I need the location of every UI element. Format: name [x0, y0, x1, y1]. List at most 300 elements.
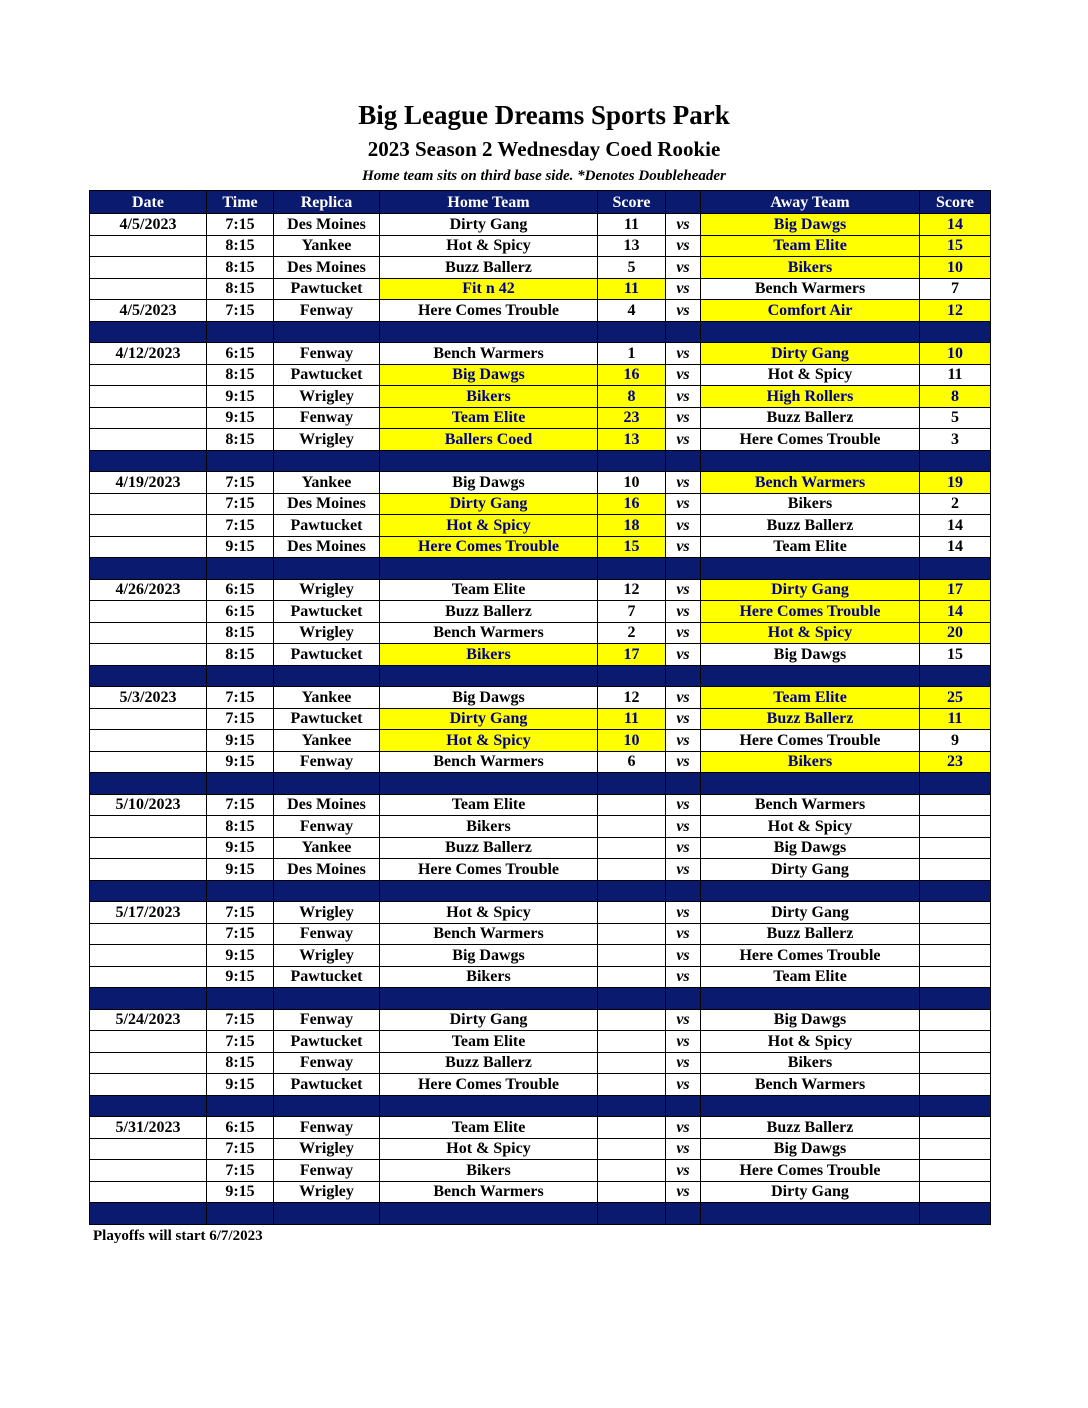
home-score-cell [598, 1074, 666, 1096]
home-score-cell: 13 [598, 429, 666, 451]
home-score-cell: 16 [598, 364, 666, 386]
replica-cell: Des Moines [274, 214, 380, 236]
time-cell: 9:15 [207, 966, 274, 988]
away-team-cell: Hot & Spicy [701, 364, 920, 386]
separator-cell [207, 1095, 274, 1117]
separator-cell [666, 1095, 701, 1117]
replica-cell: Fenway [274, 300, 380, 322]
game-row [90, 1117, 991, 1139]
time-cell: 7:15 [207, 923, 274, 945]
separator-cell [90, 558, 207, 580]
home-score-cell: 5 [598, 257, 666, 279]
away-team-cell: Bench Warmers [701, 472, 920, 494]
home-score-cell: 13 [598, 235, 666, 257]
separator-cell [90, 1203, 207, 1225]
away-team-cell: Team Elite [701, 966, 920, 988]
away-team-cell: Bench Warmers [701, 1074, 920, 1096]
home-score-cell: 16 [598, 493, 666, 515]
away-team-cell: Buzz Ballerz [701, 407, 920, 429]
away-score-cell [920, 902, 991, 924]
away-team-cell: Bikers [701, 751, 920, 773]
vs-cell: vs [666, 923, 701, 945]
away-team-cell: Here Comes Trouble [701, 730, 920, 752]
home-team-cell: Bikers [380, 386, 598, 408]
away-team-cell: Dirty Gang [701, 1181, 920, 1203]
game-row [90, 472, 991, 494]
date-cell [90, 923, 207, 945]
time-cell: 7:15 [207, 214, 274, 236]
separator-cell [90, 665, 207, 687]
away-team-cell: Bikers [701, 493, 920, 515]
separator-cell [920, 558, 991, 580]
separator-cell [920, 880, 991, 902]
away-score-cell: 19 [920, 472, 991, 494]
replica-cell: Pawtucket [274, 601, 380, 623]
time-cell: 9:15 [207, 751, 274, 773]
time-cell: 9:15 [207, 536, 274, 558]
away-score-cell [920, 1181, 991, 1203]
separator-cell [701, 1095, 920, 1117]
away-team-cell: Dirty Gang [701, 343, 920, 365]
time-cell: 7:15 [207, 794, 274, 816]
separator-cell [274, 665, 380, 687]
home-team-cell: Buzz Ballerz [380, 1052, 598, 1074]
game-row [90, 859, 991, 881]
schedule-table [89, 190, 991, 1225]
game-row [90, 386, 991, 408]
replica-cell: Fenway [274, 1052, 380, 1074]
home-team-cell: Bikers [380, 644, 598, 666]
home-team-cell: Dirty Gang [380, 493, 598, 515]
time-cell: 6:15 [207, 601, 274, 623]
away-score-cell: 12 [920, 300, 991, 322]
away-team-cell: Dirty Gang [701, 902, 920, 924]
date-cell: 4/5/2023 [90, 300, 207, 322]
replica-cell: Yankee [274, 730, 380, 752]
vs-cell: vs [666, 966, 701, 988]
date-cell [90, 1181, 207, 1203]
home-score-cell: 11 [598, 708, 666, 730]
away-team-cell: High Rollers [701, 386, 920, 408]
away-team-cell: Here Comes Trouble [701, 429, 920, 451]
away-score-cell: 7 [920, 278, 991, 300]
home-score-cell: 15 [598, 536, 666, 558]
time-cell: 6:15 [207, 343, 274, 365]
game-row [90, 687, 991, 709]
home-score-cell: 17 [598, 644, 666, 666]
vs-cell: vs [666, 343, 701, 365]
separator-cell [598, 1203, 666, 1225]
home-score-cell [598, 945, 666, 967]
home-team-cell: Hot & Spicy [380, 1138, 598, 1160]
home-team-cell: Fit n 42 [380, 278, 598, 300]
separator-cell [90, 880, 207, 902]
replica-cell: Fenway [274, 923, 380, 945]
vs-cell: vs [666, 407, 701, 429]
away-team-cell: Here Comes Trouble [701, 945, 920, 967]
game-row [90, 235, 991, 257]
home-team-cell: Bench Warmers [380, 751, 598, 773]
separator-cell [90, 321, 207, 343]
away-score-cell: 23 [920, 751, 991, 773]
separator-cell [666, 1203, 701, 1225]
separator-row [90, 773, 991, 795]
vs-cell: vs [666, 902, 701, 924]
time-cell: 6:15 [207, 579, 274, 601]
replica-cell: Yankee [274, 837, 380, 859]
game-row [90, 1052, 991, 1074]
separator-cell [207, 665, 274, 687]
replica-cell: Pawtucket [274, 966, 380, 988]
vs-cell: vs [666, 687, 701, 709]
vs-cell: vs [666, 536, 701, 558]
home-team-cell: Big Dawgs [380, 687, 598, 709]
replica-cell: Des Moines [274, 493, 380, 515]
home-team-cell: Team Elite [380, 1031, 598, 1053]
header-note: Home team sits on third base side. *Denotes Doubleheader [362, 168, 726, 184]
separator-cell [207, 988, 274, 1010]
home-score-cell: 12 [598, 687, 666, 709]
replica-cell: Yankee [274, 472, 380, 494]
home-score-cell: 4 [598, 300, 666, 322]
col-home-team: Home Team [380, 191, 598, 214]
vs-cell: vs [666, 579, 701, 601]
date-cell [90, 1138, 207, 1160]
away-score-cell: 25 [920, 687, 991, 709]
vs-cell: vs [666, 472, 701, 494]
away-score-cell: 3 [920, 429, 991, 451]
date-cell: 5/3/2023 [90, 687, 207, 709]
time-cell: 6:15 [207, 1117, 274, 1139]
time-cell: 7:15 [207, 472, 274, 494]
separator-cell [701, 321, 920, 343]
separator-cell [207, 321, 274, 343]
separator-cell [701, 988, 920, 1010]
game-row [90, 278, 991, 300]
separator-cell [920, 450, 991, 472]
home-score-cell: 11 [598, 278, 666, 300]
replica-cell: Wrigley [274, 579, 380, 601]
home-team-cell: Dirty Gang [380, 1009, 598, 1031]
away-score-cell: 15 [920, 235, 991, 257]
separator-cell [666, 558, 701, 580]
col-home-score: Score [598, 191, 666, 214]
home-team-cell: Team Elite [380, 794, 598, 816]
away-score-cell: 14 [920, 601, 991, 623]
vs-cell: vs [666, 300, 701, 322]
away-team-cell: Big Dawgs [701, 1138, 920, 1160]
separator-cell [207, 880, 274, 902]
home-score-cell [598, 966, 666, 988]
col-time: Time [207, 191, 274, 214]
time-cell: 8:15 [207, 429, 274, 451]
replica-cell: Yankee [274, 235, 380, 257]
time-cell: 7:15 [207, 1031, 274, 1053]
col-away-team: Away Team [701, 191, 920, 214]
replica-cell: Fenway [274, 1117, 380, 1139]
time-cell: 8:15 [207, 235, 274, 257]
separator-row [90, 321, 991, 343]
separator-cell [380, 773, 598, 795]
home-score-cell: 11 [598, 214, 666, 236]
separator-cell [666, 450, 701, 472]
vs-cell: vs [666, 601, 701, 623]
game-row [90, 730, 991, 752]
separator-cell [598, 880, 666, 902]
game-row [90, 1031, 991, 1053]
away-score-cell [920, 945, 991, 967]
game-row [90, 902, 991, 924]
date-cell [90, 945, 207, 967]
game-row [90, 343, 991, 365]
away-team-cell: Big Dawgs [701, 214, 920, 236]
time-cell: 9:15 [207, 945, 274, 967]
home-team-cell: Hot & Spicy [380, 235, 598, 257]
game-row [90, 536, 991, 558]
vs-cell: vs [666, 816, 701, 838]
separator-cell [598, 988, 666, 1010]
game-row [90, 493, 991, 515]
game-row [90, 708, 991, 730]
time-cell: 7:15 [207, 708, 274, 730]
game-row [90, 945, 991, 967]
game-row [90, 816, 991, 838]
separator-cell [701, 1203, 920, 1225]
date-cell [90, 1031, 207, 1053]
separator-cell [380, 450, 598, 472]
date-cell [90, 837, 207, 859]
home-team-cell: Here Comes Trouble [380, 536, 598, 558]
vs-cell: vs [666, 644, 701, 666]
home-team-cell: Bikers [380, 966, 598, 988]
vs-cell: vs [666, 794, 701, 816]
away-team-cell: Dirty Gang [701, 859, 920, 881]
date-cell [90, 386, 207, 408]
game-row [90, 923, 991, 945]
replica-cell: Fenway [274, 816, 380, 838]
away-score-cell: 10 [920, 343, 991, 365]
away-score-cell [920, 1138, 991, 1160]
separator-cell [207, 558, 274, 580]
away-team-cell: Buzz Ballerz [701, 923, 920, 945]
separator-cell [920, 1095, 991, 1117]
separator-cell [207, 773, 274, 795]
separator-cell [207, 450, 274, 472]
game-row [90, 407, 991, 429]
date-cell [90, 1074, 207, 1096]
date-cell [90, 536, 207, 558]
separator-cell [920, 773, 991, 795]
date-cell: 5/17/2023 [90, 902, 207, 924]
time-cell: 7:15 [207, 493, 274, 515]
separator-row [90, 558, 991, 580]
home-team-cell: Bench Warmers [380, 923, 598, 945]
away-team-cell: Bikers [701, 257, 920, 279]
date-cell: 5/31/2023 [90, 1117, 207, 1139]
separator-cell [666, 988, 701, 1010]
game-row [90, 966, 991, 988]
home-score-cell: 2 [598, 622, 666, 644]
home-score-cell: 10 [598, 472, 666, 494]
vs-cell: vs [666, 1031, 701, 1053]
replica-cell: Fenway [274, 1009, 380, 1031]
date-cell [90, 235, 207, 257]
home-score-cell: 23 [598, 407, 666, 429]
game-row [90, 1181, 991, 1203]
vs-cell: vs [666, 708, 701, 730]
date-cell: 4/19/2023 [90, 472, 207, 494]
vs-cell: vs [666, 386, 701, 408]
home-team-cell: Here Comes Trouble [380, 300, 598, 322]
home-score-cell [598, 902, 666, 924]
col-date: Date [90, 191, 207, 214]
separator-row [90, 988, 991, 1010]
replica-cell: Pawtucket [274, 708, 380, 730]
separator-cell [666, 773, 701, 795]
vs-cell: vs [666, 751, 701, 773]
away-score-cell [920, 1052, 991, 1074]
time-cell: 7:15 [207, 1138, 274, 1160]
home-team-cell: Buzz Ballerz [380, 837, 598, 859]
away-team-cell: Here Comes Trouble [701, 601, 920, 623]
home-team-cell: Hot & Spicy [380, 902, 598, 924]
home-team-cell: Buzz Ballerz [380, 257, 598, 279]
away-team-cell: Big Dawgs [701, 644, 920, 666]
vs-cell: vs [666, 515, 701, 537]
separator-cell [90, 450, 207, 472]
vs-cell: vs [666, 1052, 701, 1074]
home-team-cell: Dirty Gang [380, 214, 598, 236]
game-row [90, 1138, 991, 1160]
game-row [90, 1074, 991, 1096]
separator-cell [274, 450, 380, 472]
date-cell [90, 364, 207, 386]
away-team-cell: Hot & Spicy [701, 622, 920, 644]
date-cell [90, 966, 207, 988]
away-score-cell: 11 [920, 364, 991, 386]
home-team-cell: Bench Warmers [380, 1181, 598, 1203]
separator-cell [920, 988, 991, 1010]
separator-cell [598, 665, 666, 687]
game-row [90, 751, 991, 773]
away-score-cell [920, 837, 991, 859]
home-score-cell [598, 794, 666, 816]
home-team-cell: Hot & Spicy [380, 730, 598, 752]
away-score-cell: 15 [920, 644, 991, 666]
home-team-cell: Hot & Spicy [380, 515, 598, 537]
separator-cell [274, 880, 380, 902]
separator-cell [701, 880, 920, 902]
away-team-cell: Buzz Ballerz [701, 515, 920, 537]
replica-cell: Des Moines [274, 257, 380, 279]
game-row [90, 837, 991, 859]
away-score-cell: 10 [920, 257, 991, 279]
separator-cell [274, 1203, 380, 1225]
game-row [90, 515, 991, 537]
home-team-cell: Big Dawgs [380, 364, 598, 386]
home-team-cell: Big Dawgs [380, 945, 598, 967]
replica-cell: Wrigley [274, 1181, 380, 1203]
replica-cell: Des Moines [274, 794, 380, 816]
home-team-cell: Bikers [380, 816, 598, 838]
date-cell [90, 515, 207, 537]
footer-note: Playoffs will start 6/7/2023 [93, 1228, 263, 1244]
away-team-cell: Big Dawgs [701, 837, 920, 859]
away-team-cell: Bikers [701, 1052, 920, 1074]
away-score-cell [920, 1031, 991, 1053]
col-away-score: Score [920, 191, 991, 214]
away-team-cell: Big Dawgs [701, 1009, 920, 1031]
separator-cell [380, 321, 598, 343]
vs-cell: vs [666, 278, 701, 300]
separator-row [90, 880, 991, 902]
away-score-cell: 14 [920, 515, 991, 537]
replica-cell: Yankee [274, 687, 380, 709]
away-score-cell: 11 [920, 708, 991, 730]
home-score-cell: 1 [598, 343, 666, 365]
separator-row [90, 665, 991, 687]
away-score-cell: 5 [920, 407, 991, 429]
date-cell [90, 429, 207, 451]
separator-cell [274, 321, 380, 343]
time-cell: 7:15 [207, 687, 274, 709]
home-team-cell: Bikers [380, 1160, 598, 1182]
vs-cell: vs [666, 1138, 701, 1160]
game-row [90, 794, 991, 816]
separator-row [90, 1095, 991, 1117]
time-cell: 8:15 [207, 622, 274, 644]
separator-cell [701, 558, 920, 580]
away-score-cell [920, 1009, 991, 1031]
date-cell [90, 816, 207, 838]
date-cell [90, 644, 207, 666]
vs-cell: vs [666, 1181, 701, 1203]
home-score-cell [598, 1009, 666, 1031]
time-cell: 8:15 [207, 644, 274, 666]
away-score-cell [920, 816, 991, 838]
away-team-cell: Dirty Gang [701, 579, 920, 601]
replica-cell: Wrigley [274, 386, 380, 408]
vs-cell: vs [666, 1009, 701, 1031]
vs-cell: vs [666, 859, 701, 881]
away-team-cell: Comfort Air [701, 300, 920, 322]
separator-cell [274, 773, 380, 795]
home-score-cell [598, 837, 666, 859]
date-cell [90, 407, 207, 429]
away-score-cell [920, 794, 991, 816]
vs-cell: vs [666, 235, 701, 257]
date-cell [90, 493, 207, 515]
time-cell: 8:15 [207, 257, 274, 279]
separator-row [90, 450, 991, 472]
vs-cell: vs [666, 622, 701, 644]
replica-cell: Pawtucket [274, 1074, 380, 1096]
game-row [90, 300, 991, 322]
separator-cell [90, 773, 207, 795]
replica-cell: Fenway [274, 407, 380, 429]
date-cell [90, 859, 207, 881]
home-score-cell [598, 923, 666, 945]
time-cell: 9:15 [207, 1181, 274, 1203]
replica-cell: Wrigley [274, 902, 380, 924]
home-team-cell: Dirty Gang [380, 708, 598, 730]
replica-cell: Des Moines [274, 536, 380, 558]
separator-cell [380, 1203, 598, 1225]
away-team-cell: Team Elite [701, 687, 920, 709]
separator-cell [920, 321, 991, 343]
replica-cell: Pawtucket [274, 278, 380, 300]
separator-cell [701, 450, 920, 472]
